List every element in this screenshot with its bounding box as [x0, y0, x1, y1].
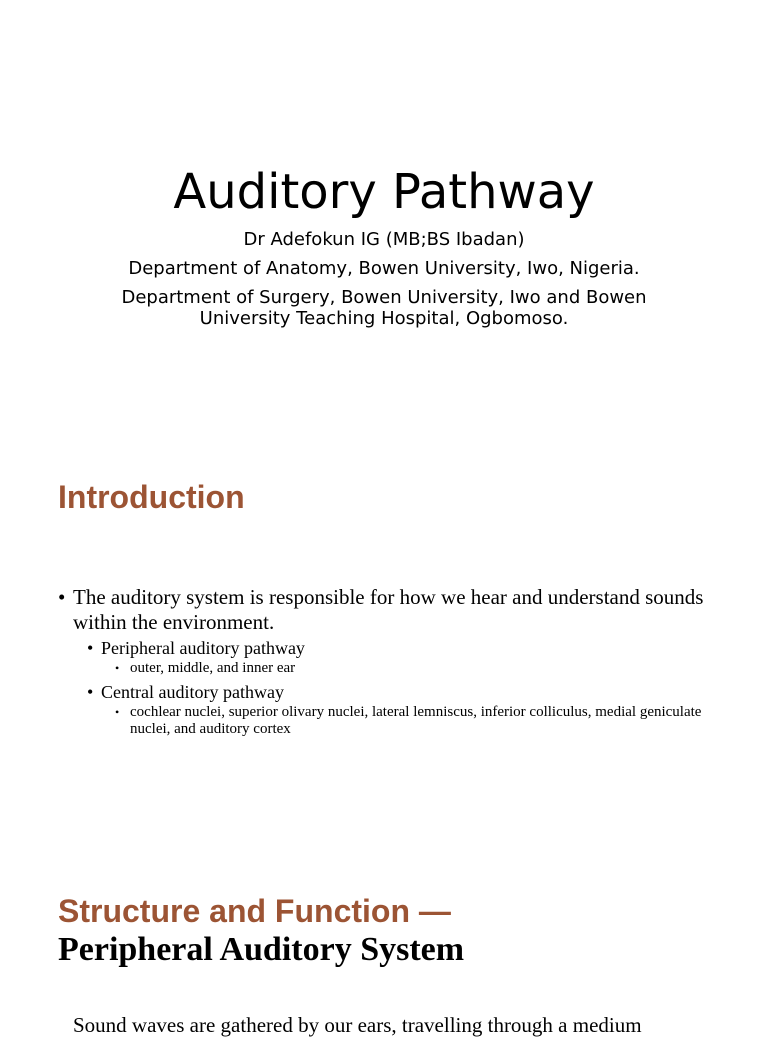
- structure-function-heading: Structure and Function —: [58, 893, 451, 929]
- bullet-icon: •: [87, 638, 94, 658]
- introduction-bullet-list: [58, 585, 708, 742]
- list-item: [58, 585, 708, 635]
- presentation-title: Auditory Pathway: [173, 164, 595, 220]
- author-line: Dr Adefokun IG (MB;BS Ibadan): [243, 229, 525, 250]
- peripheral-pathway-label: Peripheral auditory pathway: [101, 638, 305, 658]
- affiliation-surgery: Department of Surgery, Bowen University, Iwo and Bowen University Teaching Hospital, Ogbomoso.: [121, 287, 647, 329]
- peripheral-system-subheading: Peripheral Auditory System: [58, 931, 465, 968]
- affiliation-anatomy: Department of Anatomy, Bowen University, Iwo, Nigeria.: [128, 258, 640, 279]
- list-item: [58, 681, 708, 703]
- bullet-icon: •: [115, 661, 120, 675]
- list-item: [58, 660, 708, 677]
- peripheral-pathway-detail: outer, middle, and inner ear: [130, 660, 296, 676]
- list-item: [58, 704, 708, 738]
- bullet-icon: •: [87, 682, 94, 702]
- central-pathway-label: Central auditory pathway: [101, 682, 284, 702]
- bullet-text: The auditory system is responsible for how we hear and understand sounds within the environment.: [73, 585, 704, 634]
- bullet-icon: •: [115, 705, 120, 719]
- bullet-icon: •: [58, 585, 66, 609]
- list-item: [58, 637, 708, 659]
- partial-bullet-text: Sound waves are gathered by our ears, travelling through a medium: [73, 1013, 642, 1037]
- introduction-heading: Introduction: [58, 479, 245, 515]
- central-pathway-detail: cochlear nuclei, superior olivary nuclei, lateral lemniscus, inferior colliculus, medial geniculate nuclei, and auditory cortex: [130, 704, 702, 737]
